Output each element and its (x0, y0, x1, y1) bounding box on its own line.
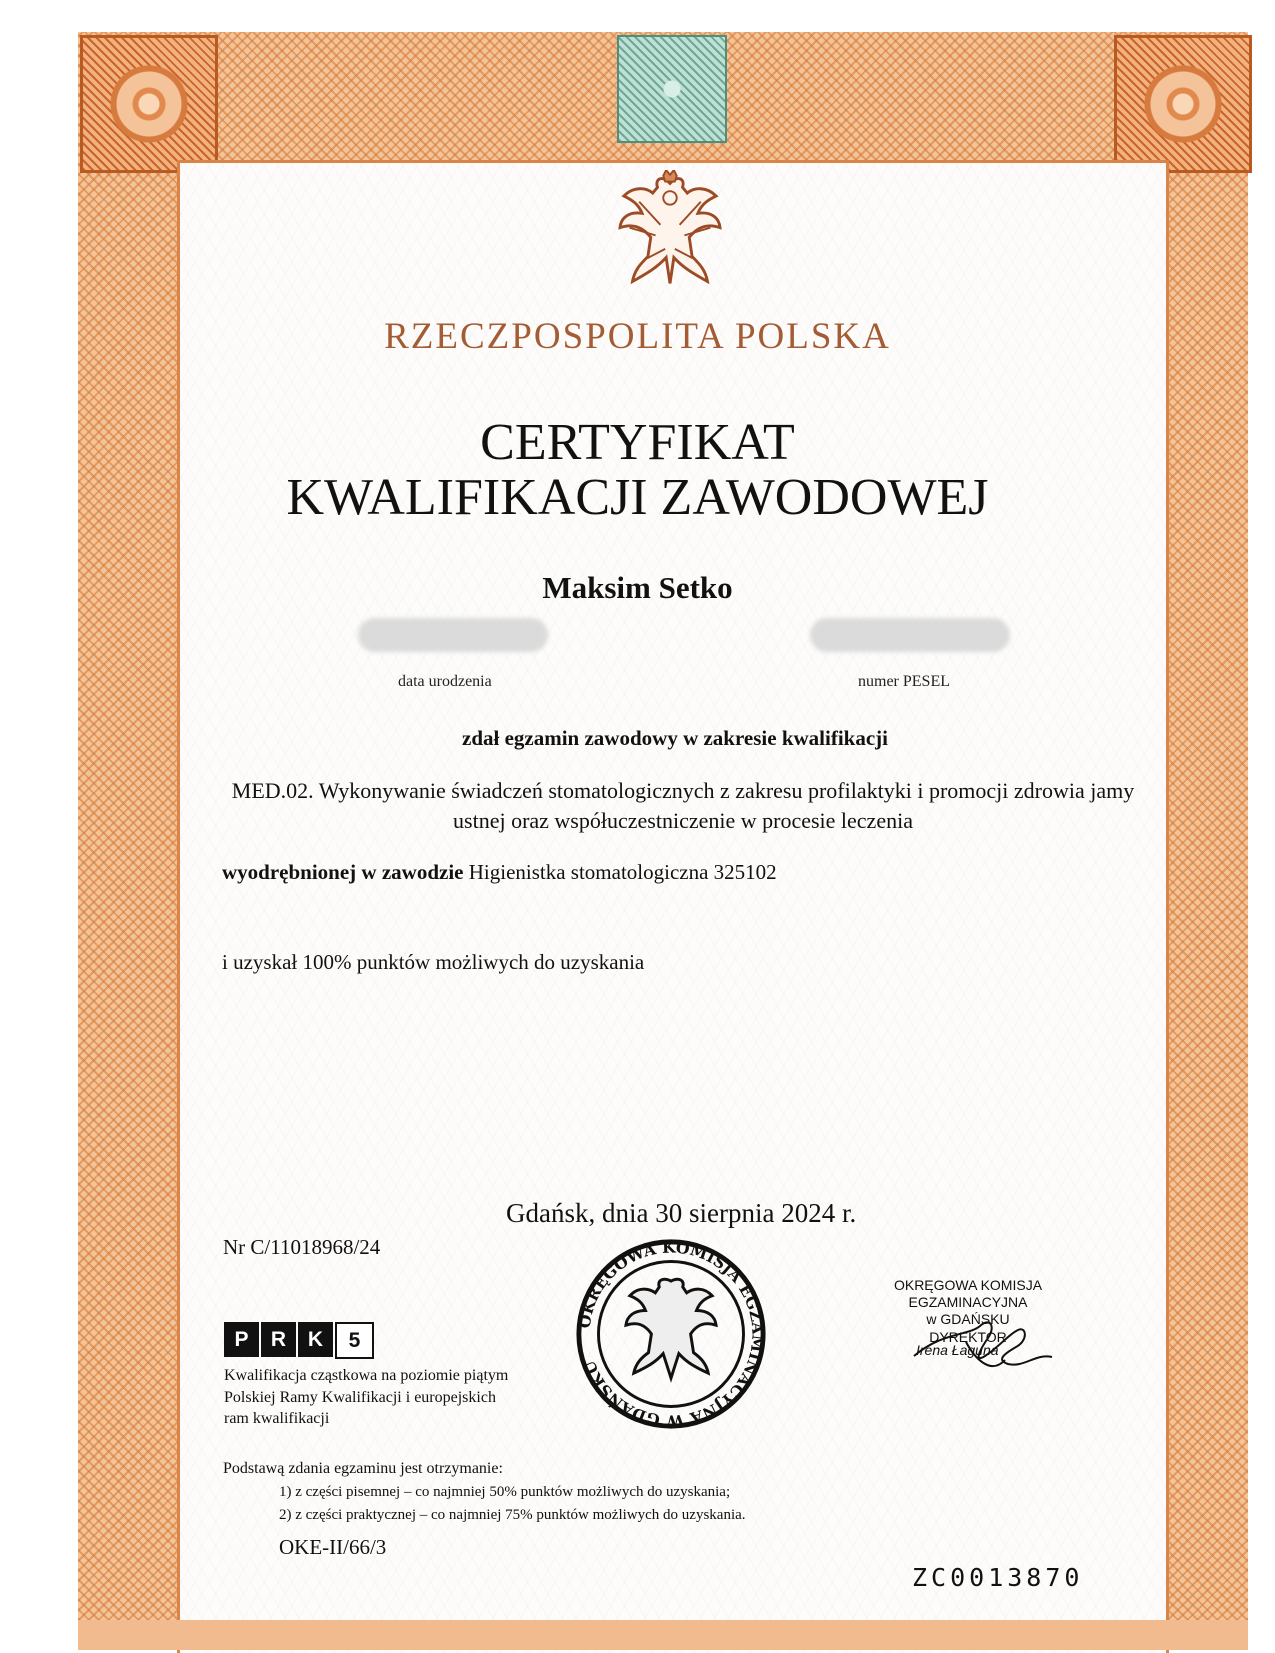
certificate-title-line-1: CERTYFIKAT (480, 414, 795, 471)
redacted-birth-date (358, 618, 548, 652)
director-stamp-line-2: w GDAŃSKU (926, 1311, 1010, 1328)
profession-line (222, 860, 777, 885)
bottom-border-edge (78, 1620, 1248, 1650)
director-name: Irena Łaguna (916, 1342, 999, 1358)
right-corner-ornament (1114, 35, 1252, 173)
prk-letter-p: P (224, 1322, 259, 1357)
certificate-number: Nr C/11018968/24 (223, 1235, 381, 1259)
exam-basis-label: Podstawą zdania egzaminu jest otrzymanie: (223, 1460, 503, 1477)
pesel-label: numer PESEL (858, 673, 950, 690)
qualification-description: MED.02. Wykonywanie świadczeń stomatologicznych z zakresu profilaktyki i promocji zdrowia jamy ustnej oraz współuczestniczenie w procesie leczenia (231, 778, 1135, 833)
country-name: RZECZPOSPOLITA POLSKA (384, 316, 891, 357)
left-corner-ornament (80, 35, 218, 173)
green-security-medallion (617, 35, 727, 143)
prk-description: Kwalifikacja cząstkowa na poziomie piątym Polskiej Ramy Kwalifikacji i europejskich ram kwalifikacji (224, 1367, 509, 1428)
director-stamp-line-3: DYREKTOR (929, 1328, 1007, 1345)
score-line: i uzyskał 100% punktów możliwych do uzyskania (222, 950, 645, 974)
prk-letter-k: K (298, 1322, 333, 1357)
holder-name: Maksim Setko (542, 570, 733, 605)
seal-text: OKRĘGOWA KOMISJA EGZAMINACYJNA W GDAŃSKU (574, 1237, 768, 1431)
certificate-title-line-2: KWALIFIKACJI ZAWODOWEJ (286, 469, 989, 526)
document-code: OKE-II/66/3 (279, 1535, 387, 1559)
polish-eagle-icon (612, 170, 728, 295)
place-and-date: Gdańsk, dnia 30 sierpnia 2024 r. (506, 1198, 857, 1228)
prk-level-number: 5 (335, 1322, 374, 1359)
exam-statement: zdał egzamin zawodowy w zakresie kwalifikacji (462, 726, 888, 750)
practical-part-requirement: 2) z części praktycznej – co najmniej 75% punktów możliwych do uzyskania. (279, 1507, 746, 1523)
official-seal-icon (573, 1236, 769, 1432)
birth-date-label: data urodzenia (398, 673, 492, 690)
director-stamp-line-1: OKRĘGOWA KOMISJA EGZAMINACYJNA (893, 1277, 1043, 1311)
written-part-requirement: 1) z części pisemnej – co najmniej 50% punktów możliwych do uzyskania; (279, 1484, 731, 1500)
prk-letter-r: R (261, 1322, 296, 1357)
redacted-pesel-number (810, 618, 1010, 652)
profession-label: wyodrębnionej w zawodzie (222, 860, 464, 884)
prk-level-badge (224, 1322, 376, 1357)
serial-number: ZC0013870 (912, 1563, 1084, 1592)
profession-value: Higienistka stomatologiczna 325102 (468, 860, 777, 884)
